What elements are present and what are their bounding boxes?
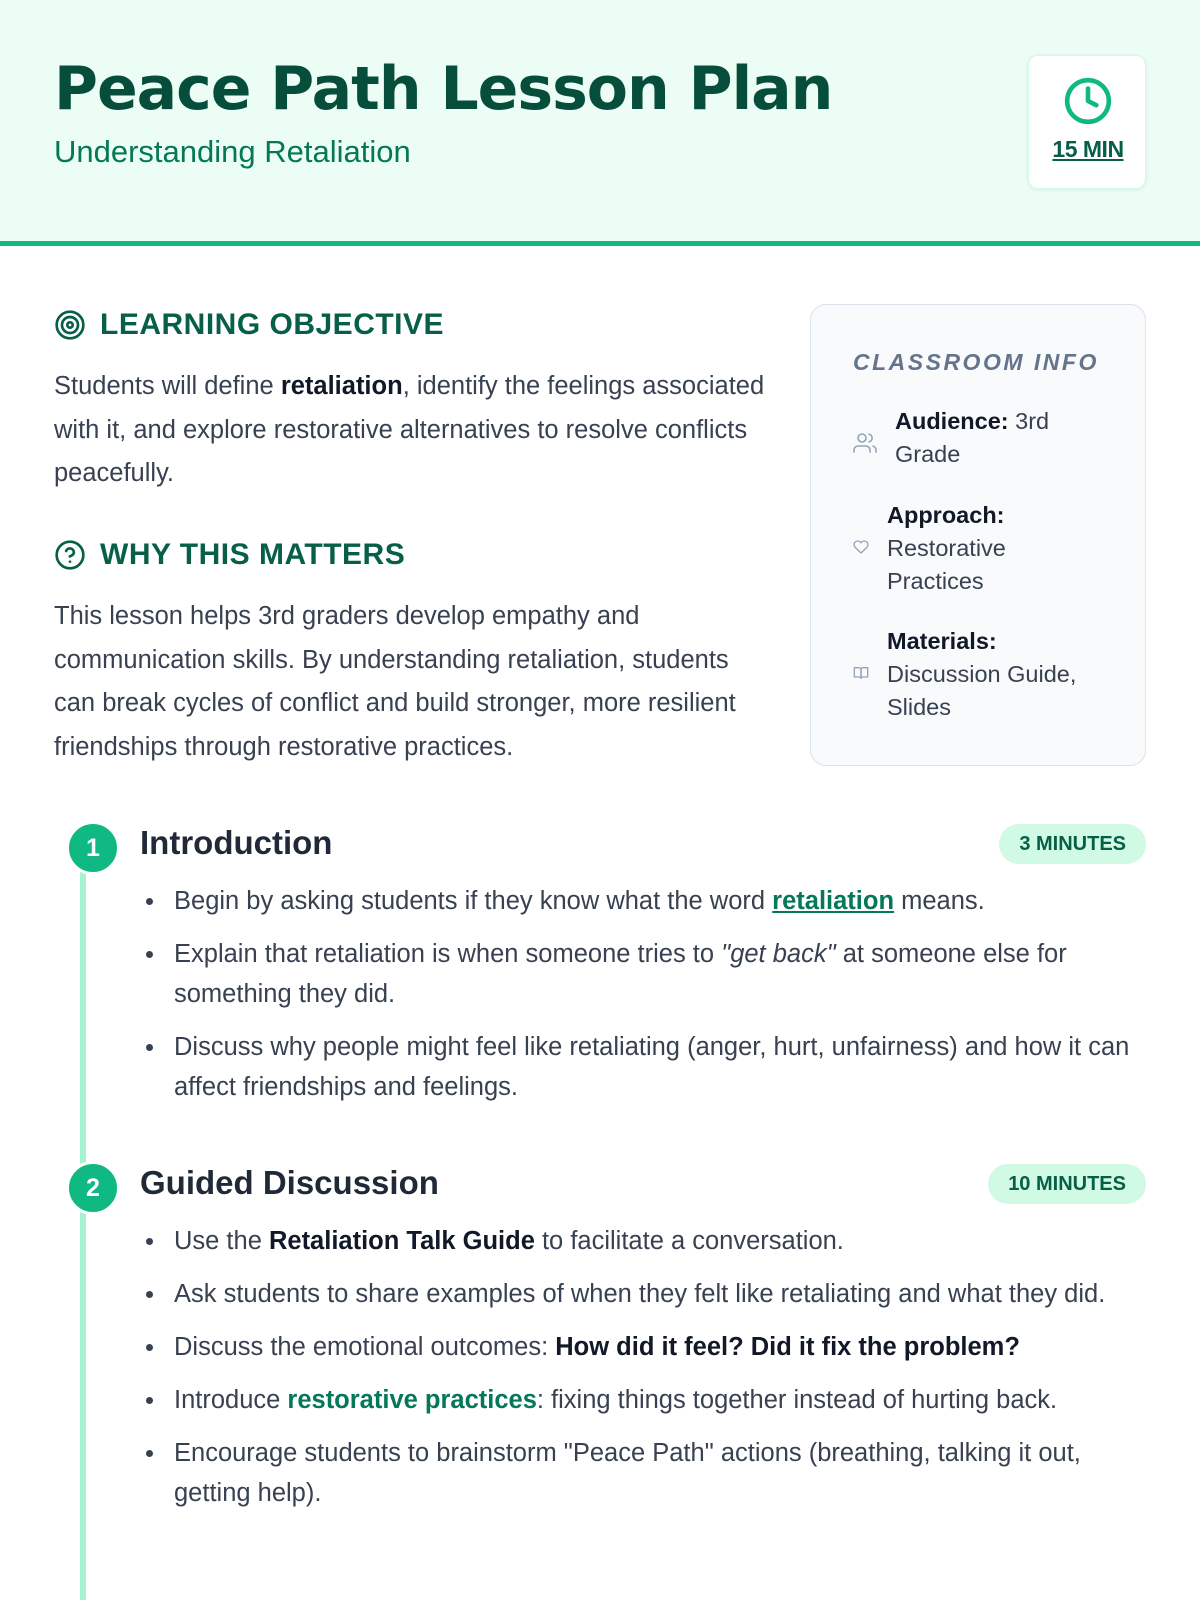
step-number-1: 1 <box>66 821 120 875</box>
step-duration-badge: 3 MINUTES <box>999 824 1146 864</box>
list-item-quote: "get back" <box>721 940 836 968</box>
audience-label: Audience: <box>895 408 1009 434</box>
list-item-text: Use the <box>174 1227 269 1255</box>
discussion-questions: How did it feel? Did it fix the problem? <box>555 1333 1020 1361</box>
list-item <box>140 1380 1140 1420</box>
why-heading-label: WHY THIS MATTERS <box>100 538 406 571</box>
approach-value: Restorative Practices <box>887 535 1006 594</box>
page-title: Peace Path Lesson Plan <box>54 54 833 124</box>
materials-row <box>887 625 1117 724</box>
audience-value: 3rd Grade <box>895 408 1050 467</box>
approach-row <box>887 499 1087 598</box>
book-icon <box>853 665 869 681</box>
users-icon <box>853 431 877 455</box>
objective-heading <box>54 308 444 342</box>
objective-heading-label: LEARNING OBJECTIVE <box>100 308 445 341</box>
timeline-line <box>80 848 86 1600</box>
objective-text <box>54 365 774 496</box>
list-item: Ask students to share examples of when they felt like retaliating and what they did. <box>140 1274 1140 1314</box>
list-item-text: means. <box>894 887 985 915</box>
target-icon <box>54 309 86 341</box>
page-header <box>0 0 1200 246</box>
step-title-guided-discussion: Guided Discussion <box>140 1164 439 1201</box>
approach-label: Approach: <box>887 502 1005 528</box>
list-item-text: Begin by asking students if they know what the word <box>174 887 773 915</box>
step-title-introduction: Introduction <box>140 824 333 861</box>
objective-term: retaliation <box>280 372 403 400</box>
list-item-text: : fixing things together instead of hurting back. <box>536 1386 1058 1414</box>
talk-guide-name: Retaliation Talk Guide <box>268 1227 535 1255</box>
list-item: Encourage students to brainstorm "Peace Path" actions (breathing, talking it out, getting help). <box>140 1433 1140 1513</box>
materials-label: Materials: <box>887 628 997 654</box>
step-number-2: 2 <box>66 1161 120 1215</box>
step-duration-badge: 10 MINUTES <box>988 1164 1146 1204</box>
list-item-text: Introduce <box>174 1386 288 1414</box>
classroom-info-card <box>810 304 1146 766</box>
page-subtitle: Understanding Retaliation <box>54 134 411 169</box>
list-item-text: Discuss the emotional outcomes: <box>174 1333 556 1361</box>
list-item-text: Explain that retaliation is when someone tries to <box>174 940 722 968</box>
restorative-practices-term: restorative practices <box>287 1386 537 1414</box>
why-text: This lesson helps 3rd graders develop empathy and communication skills. By understanding retaliation, students can break cycles of conflict and build stronger, more resilient friendships through restorative practices. <box>54 602 736 761</box>
duration-card <box>1028 55 1146 189</box>
list-item: Discuss why people might feel like retaliating (anger, hurt, unfairness) and how it can affect friendships and feelings. <box>140 1027 1140 1107</box>
objective-text-part: Students will define <box>54 372 281 400</box>
help-circle-icon <box>54 539 86 571</box>
retaliation-term-link[interactable]: retaliation <box>772 887 895 915</box>
clock-icon <box>1063 76 1113 126</box>
step-2-list <box>140 1221 1140 1526</box>
audience-row <box>895 405 1105 471</box>
total-duration[interactable]: 15 MIN <box>1052 136 1124 162</box>
list-item-text: to facilitate a conversation. <box>534 1227 844 1255</box>
step-1-list <box>140 881 1140 1120</box>
list-item <box>140 934 1140 1014</box>
list-item <box>140 1221 1140 1261</box>
heart-icon <box>853 539 869 555</box>
list-item-text: at someone else for something they did. <box>174 940 1067 1008</box>
objective-text-part: , identify the feelings associated with it, and explore restorative alternatives to resolve conflicts peacefully. <box>54 372 765 487</box>
classroom-info-title: CLASSROOM INFO <box>853 349 1099 375</box>
list-item <box>140 1327 1140 1367</box>
why-heading <box>54 538 405 572</box>
list-item <box>140 881 1140 921</box>
materials-value: Discussion Guide, Slides <box>887 661 1077 720</box>
